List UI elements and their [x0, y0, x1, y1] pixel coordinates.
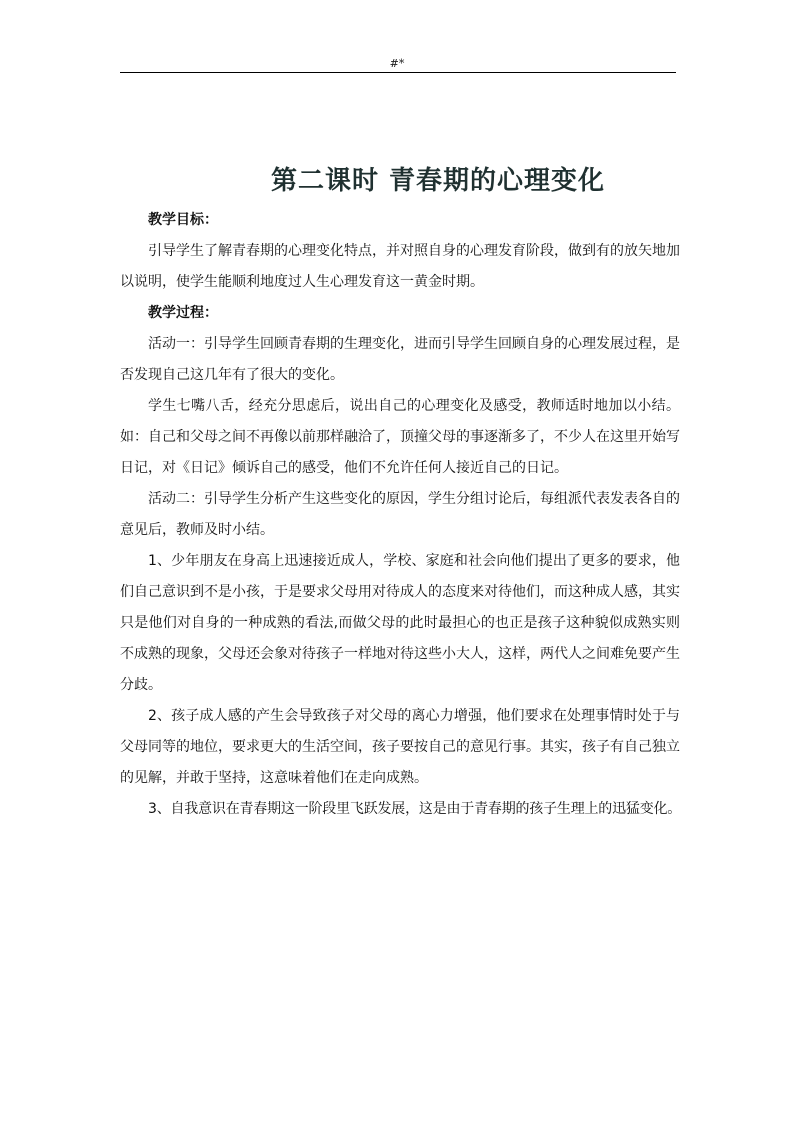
paragraph-student-discussion: 学生七嘴八舌，经充分思虑后，说出自己的心理变化及感受，教师适时地加以小结。如：自己和父母之间不再像以前那样融洽了，顶撞父母的事逐渐多了，不少人在这里开始写日记，对《日记》倾诉自己的感受，他们不允许任何人接近自己的日记。 — [120, 398, 680, 476]
paragraph-point-3: 3、自我意识在青春期这一阶段里飞跃发展，这是由于青春期的孩子生理上的迅猛变化。 — [148, 801, 682, 817]
header-rule — [120, 72, 676, 73]
paragraph-activity-one: 活动一：引导学生回顾青春期的生理变化，进而引导学生回顾自身的心理发展过程，是否发现自己这几年有了很大的变化。 — [120, 336, 680, 383]
section-heading-process: 教学过程： — [148, 305, 218, 321]
document-body — [120, 205, 680, 825]
paragraph-point-1: 1、少年朋友在身高上迅速接近成人，学校、家庭和社会向他们提出了更多的要求，他们自己意识到不是小孩，于是要求父母用对待成人的态度来对待他们，而这种成人感，其实只是他们对自身的一种成熟的看法,而做父母的此时最担心的也正是孩子这种貌似成熟实则不成熟的现象，父母还会象对待孩子一样地对待这些小大人，这样，两代人之间难免要产生分歧。 — [120, 553, 680, 693]
section-heading-objectives: 教学目标： — [148, 212, 218, 228]
header-mark: #* — [389, 57, 405, 70]
paragraph-objectives: 引导学生了解青春期的心理变化特点，并对照自身的心理发育阶段，做到有的放矢地加以说明，使学生能顺利地度过人生心理发育这一黄金时期。 — [120, 243, 680, 290]
document-title: 第二课时 青春期的心理变化 — [270, 166, 606, 196]
paragraph-activity-two: 活动二：引导学生分析产生这些变化的原因，学生分组讨论后，每组派代表发表各自的意见后，教师及时小结。 — [120, 491, 680, 538]
paragraph-point-2: 2、孩子成人感的产生会导致孩子对父母的离心力增强，他们要求在处理事情时处于与父母同等的地位，要求更大的生活空间，孩子要按自己的意见行事。其实，孩子有自己独立的见解，并敢于坚持，这意味着他们在走向成熟。 — [120, 708, 680, 786]
